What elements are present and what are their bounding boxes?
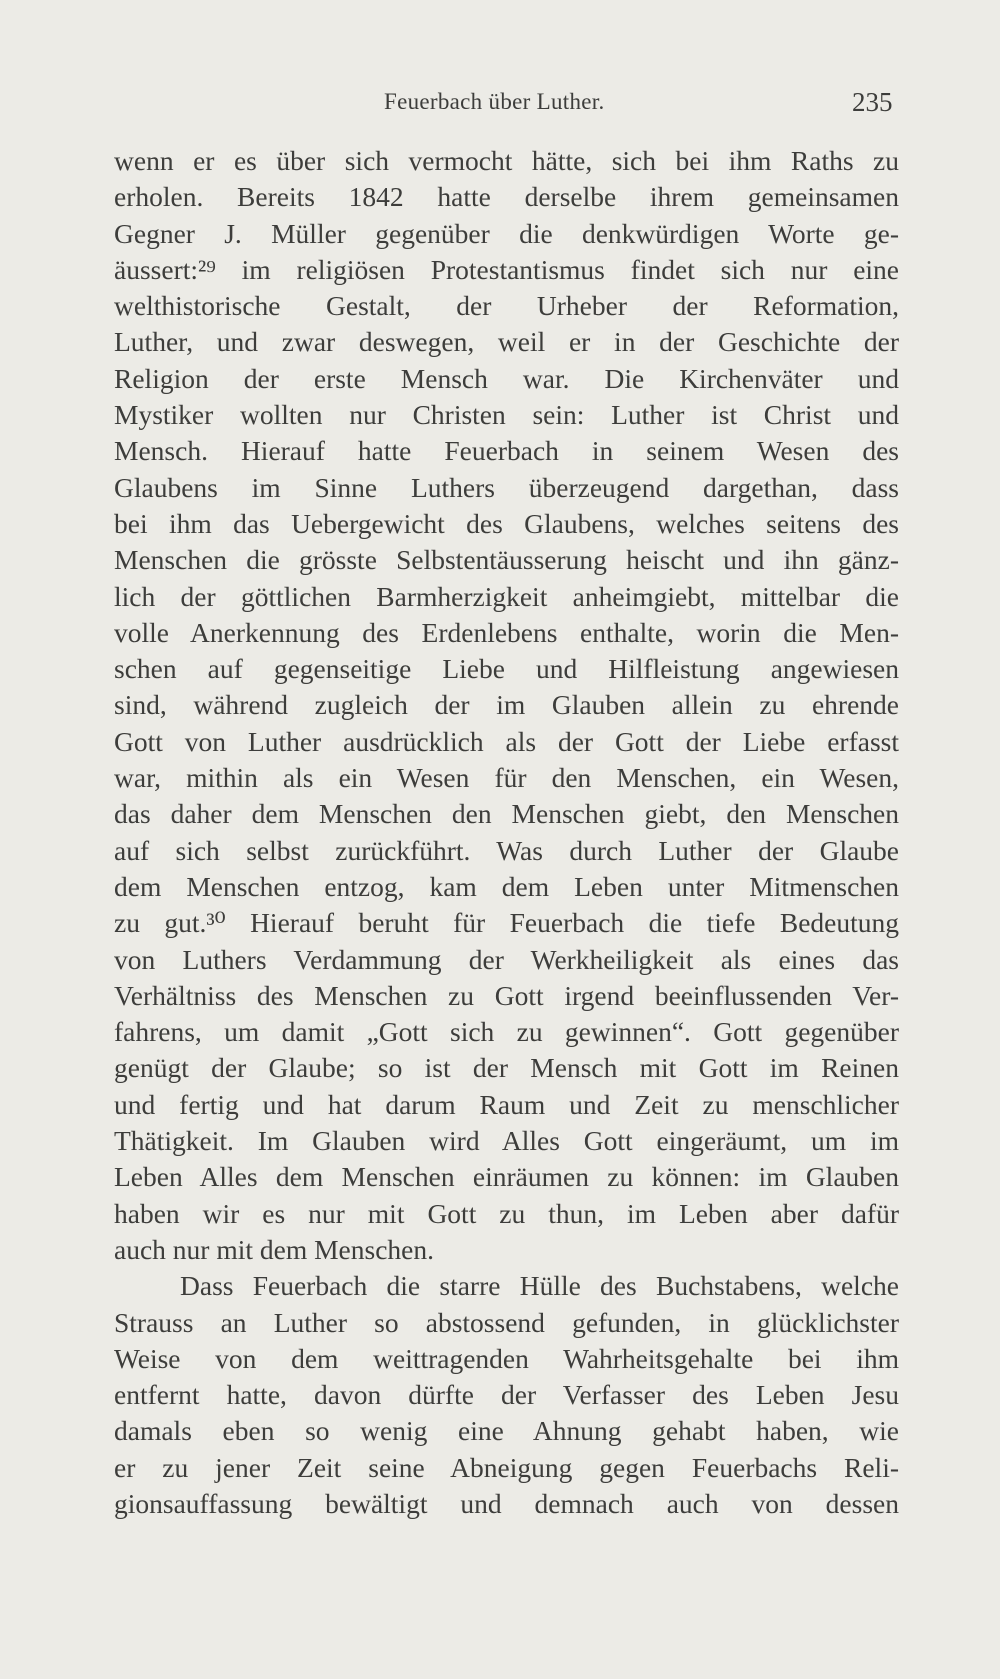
- text-line: volle Anerkennung des Erdenlebens enthalte, worin die Men-: [114, 616, 899, 648]
- text-line: auf sich selbst zurückführt. Was durch Luther der Glaube: [114, 834, 899, 866]
- body-text: [114, 143, 899, 1522]
- text-line: Gott von Luther ausdrücklich als der Gott der Liebe erfasst: [114, 725, 899, 757]
- text-line: damals eben so wenig eine Ahnung gehabt haben, wie: [114, 1415, 899, 1447]
- text-line: lich der göttlichen Barmherzigkeit anheimgiebt, mittelbar die: [114, 580, 899, 612]
- text-line: Mensch. Hierauf hatte Feuerbach in seinem Wesen des: [114, 435, 899, 467]
- text-line: er zu jener Zeit seine Abneigung gegen Feuerbachs Reli-: [114, 1451, 899, 1483]
- text-line: und fertig und hat darum Raum und Zeit zu menschlicher: [114, 1088, 899, 1120]
- text-line: dem Menschen entzog, kam dem Leben unter Mitmenschen: [114, 870, 899, 902]
- text-line: Weise von dem weittragenden Wahrheitsgehalte bei ihm: [114, 1342, 899, 1374]
- text-line: das daher dem Menschen den Menschen giebt, den Menschen: [114, 798, 899, 830]
- text-line: Verhältniss des Menschen zu Gott irgend beeinflussenden Ver-: [114, 979, 899, 1011]
- text-line: von Luthers Verdammung der Werkheiligkeit als eines das: [114, 943, 899, 975]
- text-line: war, mithin als ein Wesen für den Menschen, ein Wesen,: [114, 762, 899, 794]
- text-line: Gegner J. Müller gegenüber die denkwürdigen Worte ge-: [114, 217, 899, 249]
- text-line: Strauss an Luther so abstossend gefunden, in glücklichster: [114, 1306, 899, 1338]
- text-line: Mystiker wollten nur Christen sein: Luther ist Christ und: [114, 399, 899, 431]
- paragraph-last-line: auch nur mit dem Menschen.: [114, 1233, 434, 1265]
- text-line: entfernt hatte, davon dürfte der Verfasser des Leben Jesu: [114, 1379, 899, 1411]
- text-line: Leben Alles dem Menschen einräumen zu können: im Glauben: [114, 1161, 899, 1193]
- text-line: erholen. Bereits 1842 hatte derselbe ihrem gemeinsamen: [114, 181, 899, 213]
- text-line: gionsauffassung bewältigt und demnach auch von dessen: [114, 1487, 899, 1519]
- text-line: bei ihm das Uebergewicht des Glaubens, welches seitens des: [114, 507, 899, 539]
- text-line: Glaubens im Sinne Luthers überzeugend dargethan, dass: [114, 471, 899, 503]
- page-number: 235: [852, 87, 893, 117]
- text-line: Menschen die grösste Selbstentäusserung heischt und ihn gänz-: [114, 544, 899, 576]
- text-line: sind, während zugleich der im Glauben allein zu ehrende: [114, 689, 899, 721]
- text-line: schen auf gegenseitige Liebe und Hilfleistung angewiesen: [114, 653, 899, 685]
- text-line: genügt der Glaube; so ist der Mensch mit Gott im Reinen: [114, 1052, 899, 1084]
- running-head: [0, 84, 1000, 120]
- text-line: wenn er es über sich vermocht hätte, sich bei ihm Raths zu: [114, 145, 899, 176]
- text-line: welthistorische Gestalt, der Urheber der Reformation,: [114, 290, 899, 322]
- text-line: zu gut.³⁰ Hierauf beruht für Feuerbach die tiefe Bedeutung: [114, 907, 899, 939]
- text-line: Religion der erste Mensch war. Die Kirchenväter und: [114, 362, 899, 394]
- text-line: Luther, und zwar deswegen, weil er in der Geschichte der: [114, 326, 899, 358]
- running-title: Feuerbach über Luther.: [384, 89, 605, 114]
- text-line: haben wir es nur mit Gott zu thun, im Leben aber dafür: [114, 1197, 899, 1229]
- paragraph-first-line: Dass Feuerbach die starre Hülle des Buchstabens, welche: [180, 1270, 899, 1302]
- text-line: äussert:²⁹ im religiösen Protestantismus findet sich nur eine: [114, 253, 899, 285]
- text-line: fahrens, um damit „Gott sich zu gewinnen“. Gott gegenüber: [114, 1016, 899, 1048]
- text-line: Thätigkeit. Im Glauben wird Alles Gott eingeräumt, um im: [114, 1125, 899, 1157]
